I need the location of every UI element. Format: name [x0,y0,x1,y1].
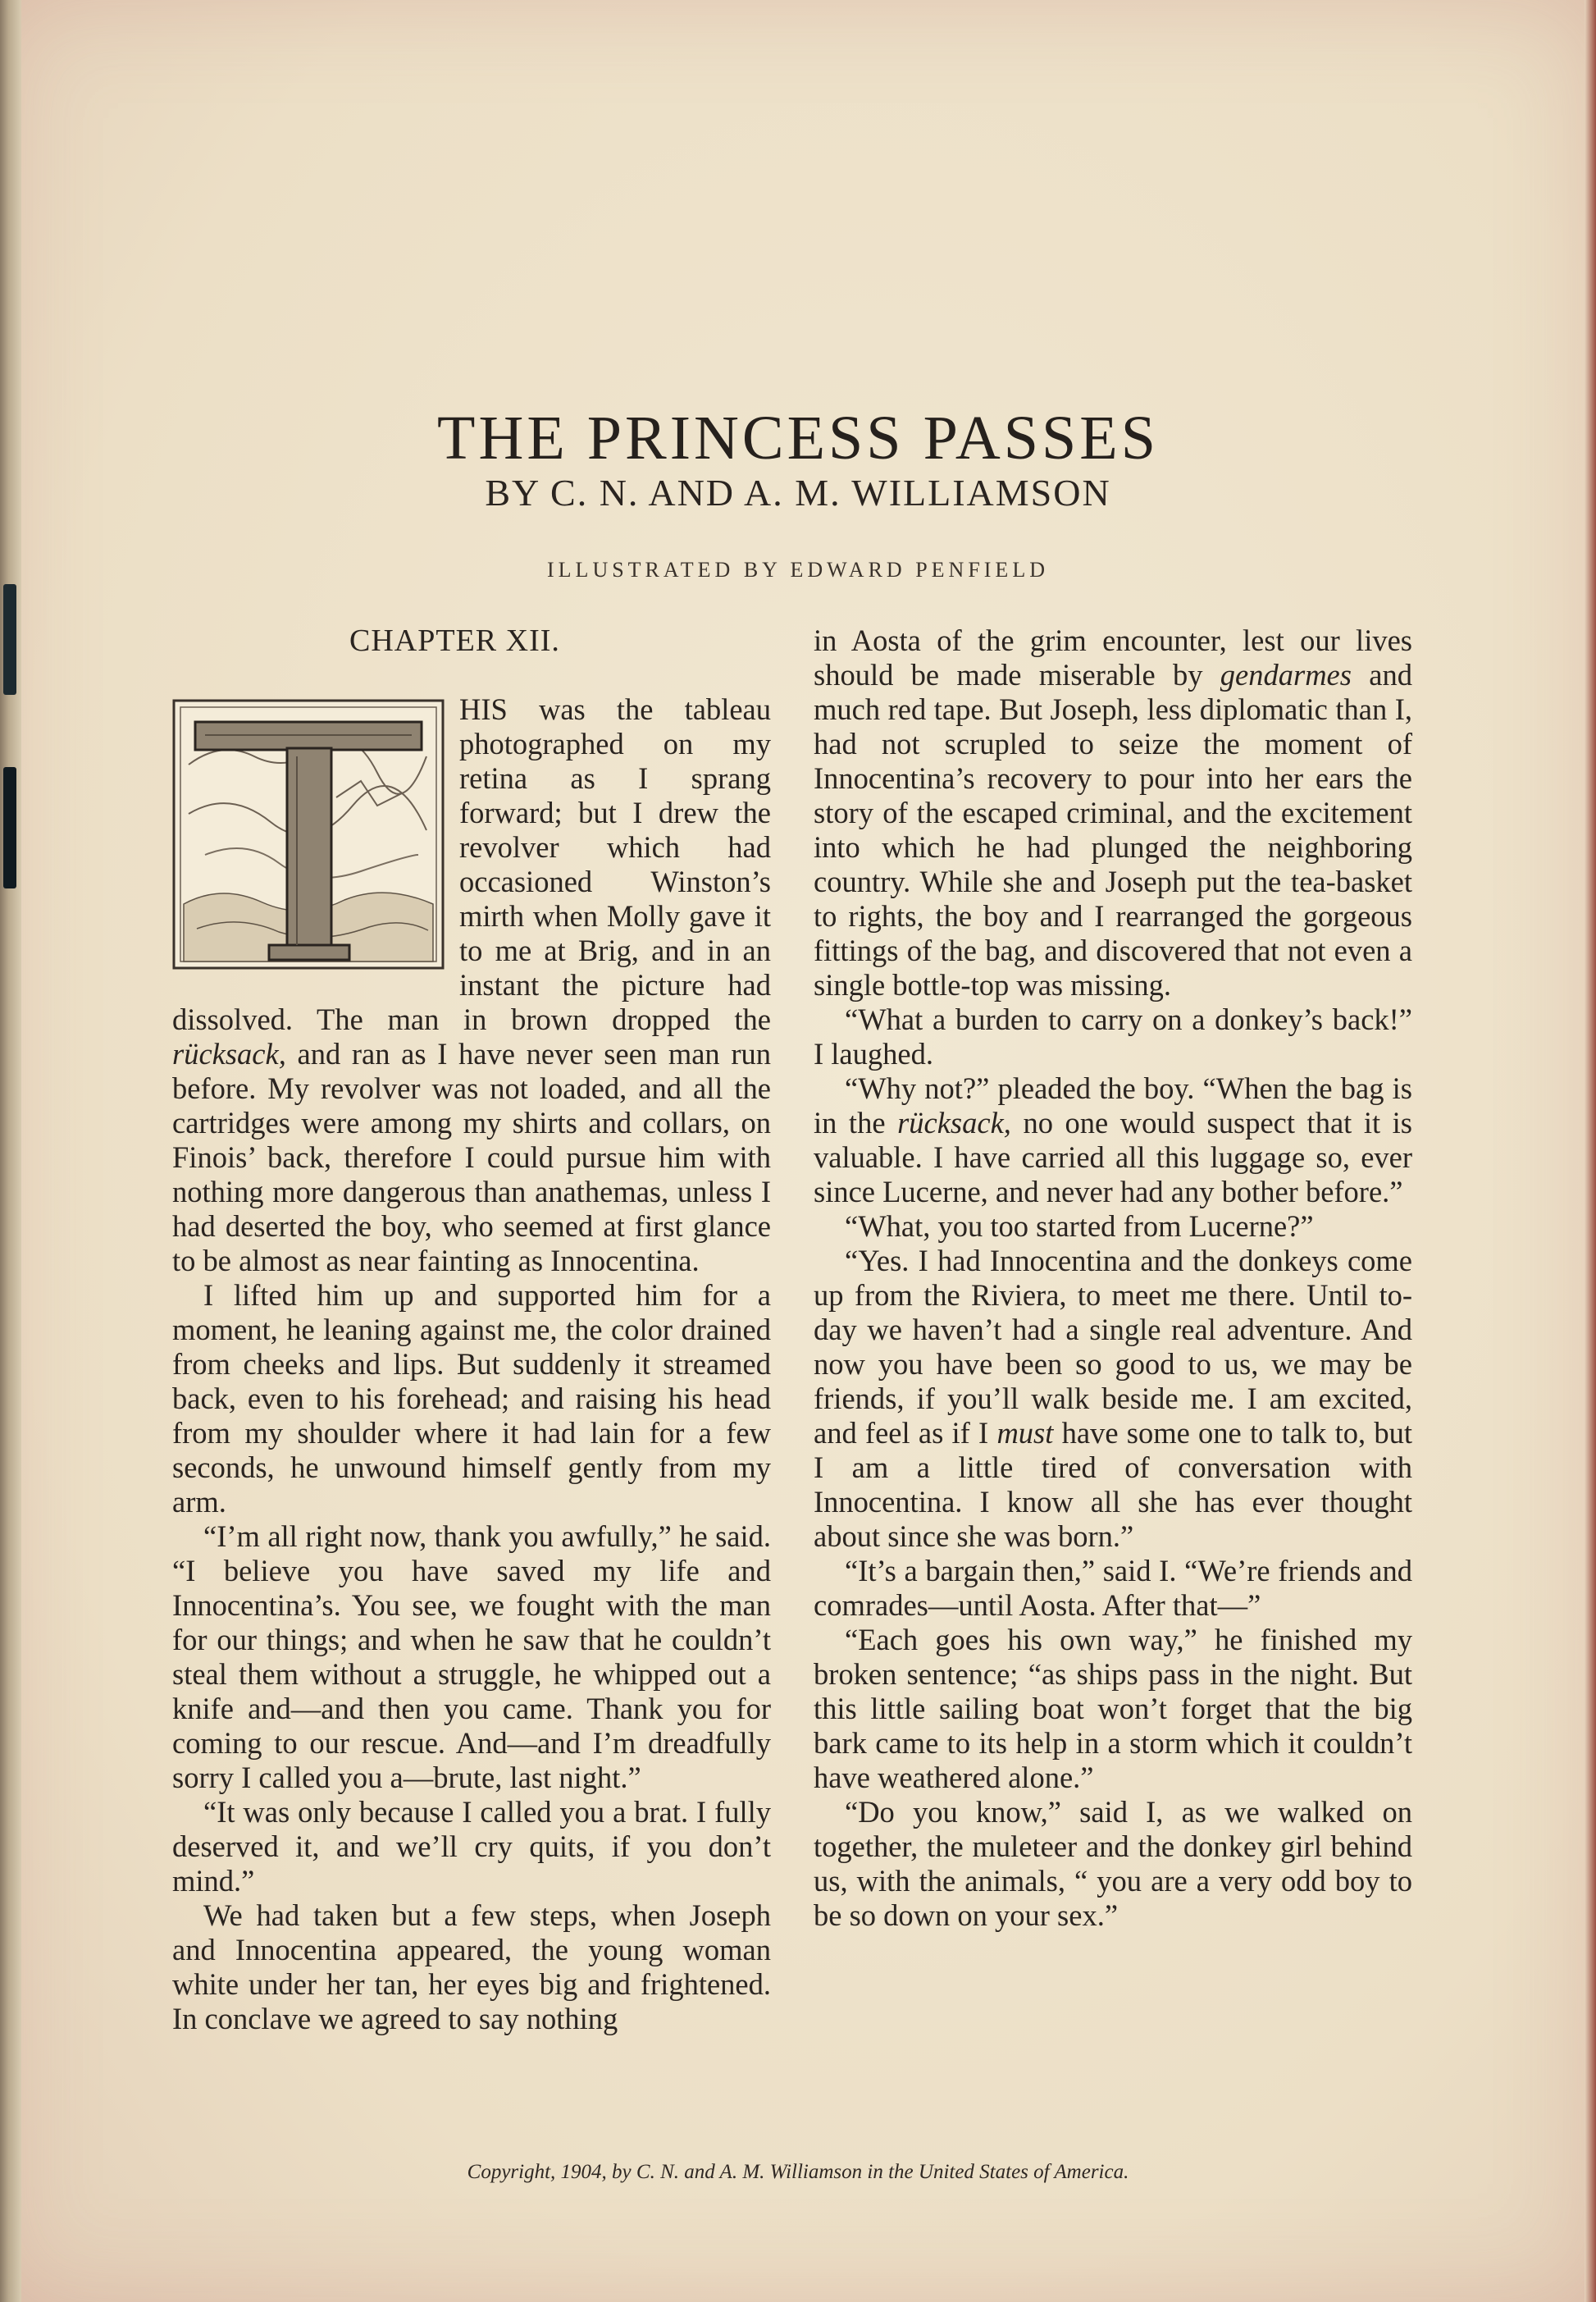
paragraph: “I’m all right now, thank you awfully,” he said. “I believe you have saved my life and Innocentina’s. You see, we fought with the man for our things; and when he saw that he couldn’t steal them without a struggle, he whipped out a knife and—and then you came. Thank you for coming to our rescue. And—and I’m dreadfully sorry I called you a—brute, last night.” [172,1519,771,1794]
paragraph: “What a burden to carry on a donkey’s back!” I laughed. [814,1003,1412,1071]
left-column [172,623,771,2036]
italic-text: gendarmes [1220,658,1352,692]
binding-tab [3,767,16,888]
paragraph [814,623,1412,1003]
paragraph: “It’s a bargain then,” said I. “We’re friends and comrades—until Aosta. After that—” [814,1554,1412,1622]
illustrator-credit: ILLUSTRATED BY EDWARD PENFIELD [547,558,1049,582]
binding-tab [3,584,16,695]
paragraph: “What, you too started from Lucerne?” [845,1209,1314,1243]
binding-edge [0,0,21,2302]
paragraph-text: in Aosta of the grim encounter, lest our lives should be made miserable by [814,623,1412,692]
paragraph-text: “Yes. I had Innocentina and the donkeys come up from the Riviera, to meet me there. Until to-day we haven’t had a single real adventure. And now you have been so good to us, we may be friends, if you’ll walk beside me. I am excited, and feel as if I [814,1244,1412,1450]
italic-text: must [996,1416,1054,1450]
italic-text: rücksack, [172,1037,286,1071]
paragraph-text: “Why not?” pleaded the boy. “When the bag is in the [814,1071,1412,1140]
paragraph [814,1244,1412,1554]
paragraph: “Each goes his own way,” he finished my broken sentence; “as ships pass in the night. But this little sailing boat won’t forget that the big bark came to its help in a storm which it couldn’t have weathered alone.” [814,1623,1412,1794]
paragraph-text: and much red tape. But Joseph, less diplomatic than I, had not scrupled to seize the moment of Innocentina’s recovery to pour into her ears the story of the escaped criminal, and the excitement into which he had plunged the neighboring country. While she and Joseph put the tea-basket to rights, the boy and I rearranged the gorgeous fittings of the bag, and discovered that not even a single bottle-top was missing. [814,658,1412,1002]
italic-text: rücksack, [897,1106,1011,1140]
copyright-notice: Copyright, 1904, by C. N. and A. M. Williamson in the United States of America. [467,2161,1129,2183]
paragraph-text: HIS was the tableau photographed on my retina as I sprang forward; but I drew the revolver which had occasioned Winston’s mirth when Molly gave it to me at Brig, and in an instant the picture had dissolved. The man in brown dropped the [172,692,771,1036]
paragraph: “Do you know,” said I, as we walked on together, the muleteer and the donkey girl behind us, with the animals, “ you are a very odd boy to be so down on your sex.” [814,1795,1412,1932]
dropcap-t-icon [172,699,445,970]
paragraph-text: and ran as I have never seen man run before. My revolver was not loaded, and all the cartridges were among my shirts and collars, on Finois’ back, therefore I could pursue him with nothing more dangerous than anathemas, unless I had deserted the boy, who seemed at first glance to be almost as near fainting as Innocentina. [172,1037,771,1277]
paragraph-text: no one would suspect that it is valuable. I have carried all this luggage so, ever since Lucerne, and never had any bother before.” [814,1106,1412,1208]
paragraph [172,692,771,1278]
right-column [814,623,1412,1933]
paragraph: I lifted him up and supported him for a moment, he leaning against me, the color drained from cheeks and lips. But suddenly it streamed back, even to his forehead; and raising his head from my shoulder where it had lain for a few seconds, he unwound himself gently from my arm. [172,1278,771,1519]
paragraph-text: have some one to talk to, but I am a little tired of conversation with Innocentina. I know all she has ever thought about since she was born.” [814,1416,1412,1553]
article-byline: BY C. N. AND A. M. WILLIAMSON [485,472,1111,514]
chapter-heading: CHAPTER XII. [349,623,560,658]
article-title: THE PRINCESS PASSES [437,403,1159,473]
paragraph: “It was only because I called you a brat. I fully deserved it, and we’ll cry quits, if you don’t mind.” [172,1795,771,1898]
page-edge [1585,0,1596,2302]
dropcap-illustration [172,699,445,970]
paragraph [814,1071,1412,1209]
paragraph: We had taken but a few steps, when Joseph and Innocentina appeared, the young woman white under her tan, her eyes big and frightened. In conclave we agreed to say nothing [172,1898,771,2035]
